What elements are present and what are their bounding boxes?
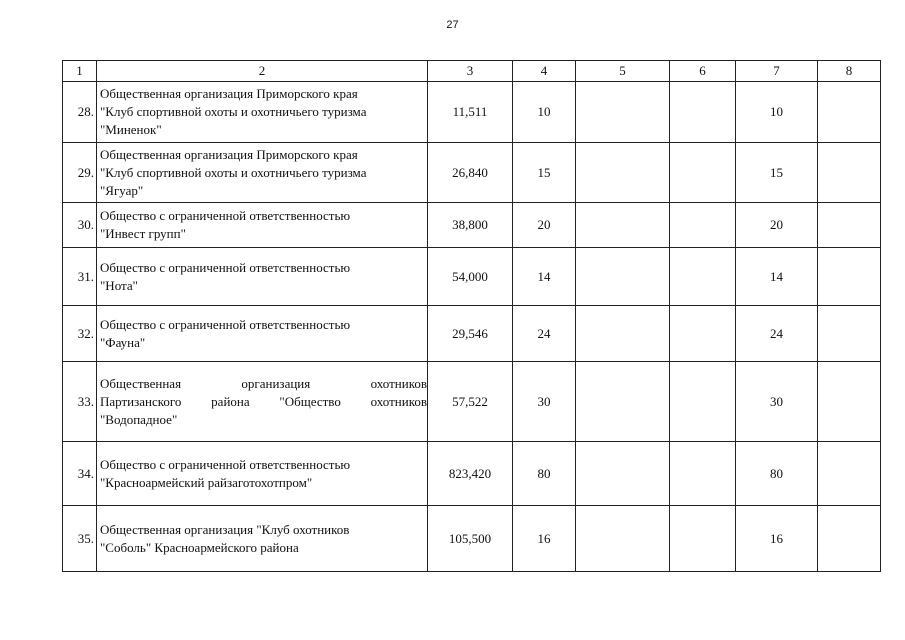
cell-col5 — [576, 362, 670, 442]
cell-col7: 16 — [736, 506, 818, 572]
cell-col4: 16 — [513, 506, 576, 572]
table-row — [63, 203, 881, 248]
cell-col7: 20 — [736, 203, 818, 248]
row-number: 29. — [63, 143, 97, 203]
column-header: 7 — [736, 61, 818, 82]
cell-col6 — [670, 143, 736, 203]
organization-name-line: Общественная организация охотников — [100, 375, 427, 391]
cell-col6 — [670, 306, 736, 362]
cell-col3: 105,500 — [428, 506, 513, 572]
cell-col7: 10 — [736, 82, 818, 143]
cell-col5 — [576, 143, 670, 203]
organization-name-line: Общество с ограниченной ответственностью — [100, 208, 351, 223]
table-row — [63, 506, 881, 572]
cell-col7: 80 — [736, 442, 818, 506]
organization-name-line: "Ягуар" — [100, 182, 144, 198]
organization-name-line: "Миненок" — [100, 122, 162, 137]
organization-name-line: "Водопадное" — [100, 411, 178, 427]
column-header: 4 — [513, 61, 576, 82]
cell-col8 — [818, 442, 881, 506]
column-header: 3 — [428, 61, 513, 82]
organization-name — [97, 306, 428, 362]
organization-name-line: "Инвест групп" — [100, 226, 186, 241]
cell-col6 — [670, 362, 736, 442]
column-header: 2 — [97, 61, 428, 82]
organization-name-line: "Клуб спортивной охоты и охотничьего туризма — [100, 164, 367, 180]
data-table — [62, 60, 881, 572]
organization-name-line: "Соболь" Красноармейского района — [100, 539, 299, 555]
organization-name-line: Общественная организация "Клуб охотников — [100, 521, 350, 537]
cell-col4: 80 — [513, 442, 576, 506]
cell-col3: 26,840 — [428, 143, 513, 203]
cell-col8 — [818, 143, 881, 203]
organization-name — [97, 506, 428, 572]
cell-col6 — [670, 203, 736, 248]
cell-col5 — [576, 306, 670, 362]
cell-col8 — [818, 506, 881, 572]
table-row — [63, 442, 881, 506]
cell-col3: 11,511 — [428, 82, 513, 143]
organization-name — [97, 82, 428, 143]
cell-col7: 14 — [736, 248, 818, 306]
cell-col4: 10 — [513, 82, 576, 143]
column-header: 6 — [670, 61, 736, 82]
cell-col8 — [818, 362, 881, 442]
table-row — [63, 306, 881, 362]
cell-col3: 823,420 — [428, 442, 513, 506]
organization-name-line: Партизанского района "Общество охотников — [100, 393, 427, 409]
cell-col6 — [670, 506, 736, 572]
table-row — [63, 248, 881, 306]
row-number: 28. — [63, 82, 97, 143]
organization-name-line: Общество с ограниченной ответственностью — [100, 316, 351, 332]
row-number: 35. — [63, 506, 97, 572]
cell-col4: 30 — [513, 362, 576, 442]
cell-col8 — [818, 82, 881, 143]
cell-col7: 24 — [736, 306, 818, 362]
cell-col4: 24 — [513, 306, 576, 362]
row-number: 34. — [63, 442, 97, 506]
cell-col4: 14 — [513, 248, 576, 306]
cell-col7: 15 — [736, 143, 818, 203]
row-number: 30. — [63, 203, 97, 248]
cell-col4: 15 — [513, 143, 576, 203]
column-header: 1 — [63, 61, 97, 82]
organization-name — [97, 143, 428, 203]
cell-col5 — [576, 82, 670, 143]
cell-col5 — [576, 248, 670, 306]
organization-name-line: "Фауна" — [100, 334, 146, 350]
organization-name-line: "Красноармейский райзаготохотпром" — [100, 474, 313, 490]
cell-col5 — [576, 506, 670, 572]
organization-name — [97, 442, 428, 506]
cell-col8 — [818, 203, 881, 248]
organization-name-line: "Нота" — [100, 277, 138, 293]
cell-col3: 38,800 — [428, 203, 513, 248]
row-number: 32. — [63, 306, 97, 362]
row-number: 31. — [63, 248, 97, 306]
organization-name-line: "Клуб спортивной охоты и охотничьего туризма — [100, 104, 367, 119]
cell-col5 — [576, 442, 670, 506]
cell-col5 — [576, 203, 670, 248]
table-row — [63, 82, 881, 143]
column-header: 8 — [818, 61, 881, 82]
cell-col7: 30 — [736, 362, 818, 442]
cell-col6 — [670, 248, 736, 306]
cell-col6 — [670, 82, 736, 143]
organization-name-line: Общество с ограниченной ответственностью — [100, 456, 351, 472]
row-number: 33. — [63, 362, 97, 442]
cell-col8 — [818, 248, 881, 306]
cell-col3: 29,546 — [428, 306, 513, 362]
cell-col4: 20 — [513, 203, 576, 248]
page-number: 27 — [446, 19, 459, 31]
organization-name-line: Общественная организация Приморского края — [100, 86, 358, 101]
cell-col6 — [670, 442, 736, 506]
cell-col8 — [818, 306, 881, 362]
organization-name — [97, 362, 428, 442]
column-header: 5 — [576, 61, 670, 82]
table-header-row — [63, 61, 881, 82]
cell-col3: 54,000 — [428, 248, 513, 306]
table-row — [63, 362, 881, 442]
organization-name-line: Общество с ограниченной ответственностью — [100, 259, 351, 275]
table-row — [63, 143, 881, 203]
organization-name — [97, 203, 428, 248]
cell-col3: 57,522 — [428, 362, 513, 442]
organization-name-line: Общественная организация Приморского края — [100, 146, 358, 162]
organization-name — [97, 248, 428, 306]
